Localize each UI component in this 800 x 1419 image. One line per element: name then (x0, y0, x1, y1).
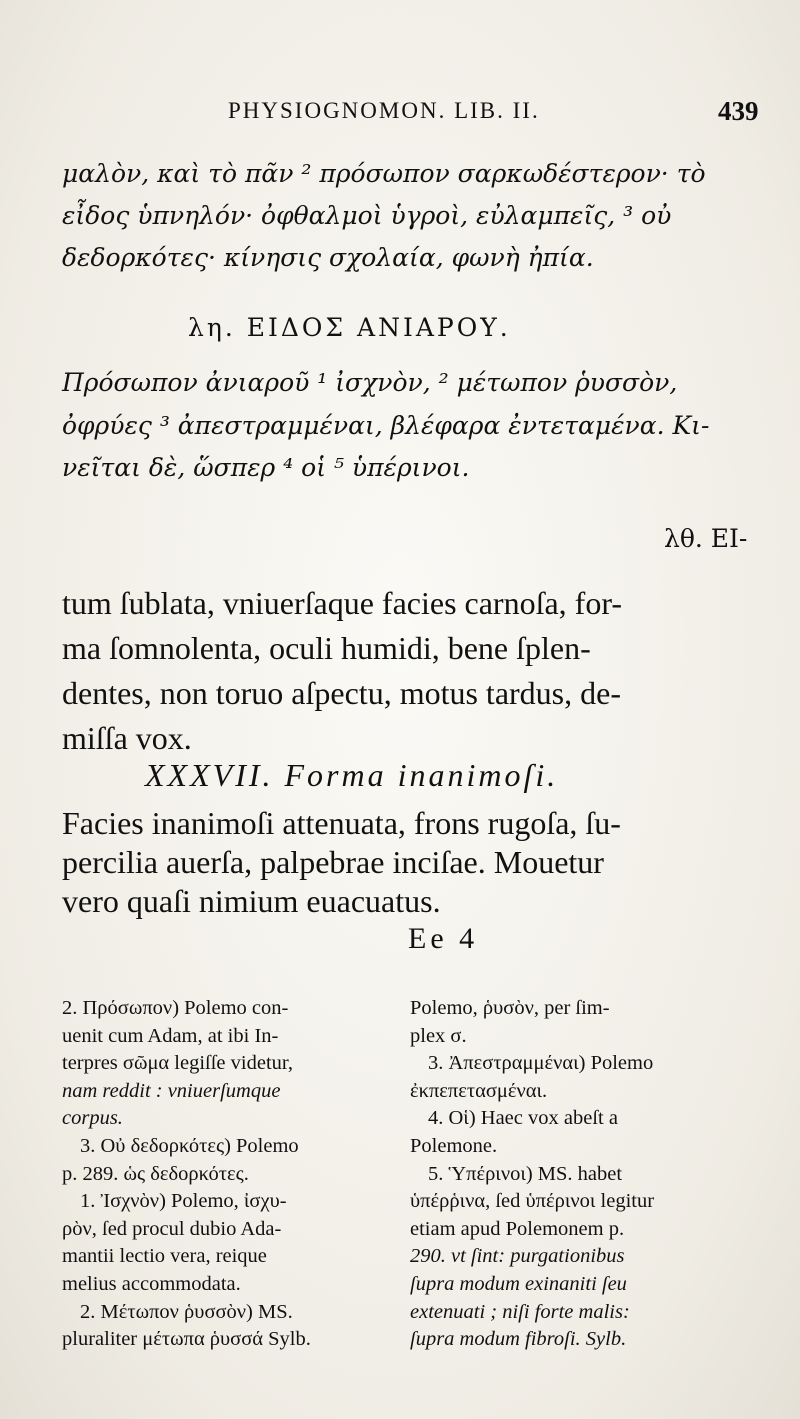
note-line: Polemone. (410, 1134, 498, 1157)
section-title: XXXVII. Forma inanimoſi. (145, 757, 559, 793)
note-line: ὑπέρῥινα, ſed ὑπέρινοι legitur (410, 1190, 655, 1213)
note-line: 2. Πρόσωπον) Polemo con- (62, 997, 289, 1019)
greek-line-1: μαλὸν, καὶ τὸ πᾶν ² πρόσωπον σαρκωδέστερον· τὸ (62, 159, 706, 188)
greek-line-2: εἶδος ὑπνηλόν· ὀφθαλμοὶ ὑγροὶ, εὐλαμπεῖς, ³ οὐ (62, 201, 672, 230)
note-line: nam reddit : vniuerſumque (62, 1079, 281, 1102)
note-line: ſupra modum fibroſi. Sylb. (410, 1328, 627, 1351)
latin-line-4: miſſa vox. (62, 720, 192, 756)
latin-line-1: tum ſublata, vniuerſaque facies carnoſa, for- (62, 585, 622, 621)
running-head: PHYSIOGNOMON. LIB. II. (228, 98, 540, 123)
greek-section-heading: λη. ΕΙΔΟΣ ΑΝΙΑΡΟΥ. (188, 313, 511, 342)
note-line: 290. vt ſint: purgationibus (410, 1245, 625, 1268)
note-line: terpres σῶμα legiſſe videtur, (62, 1052, 294, 1075)
note-line: Polemo, ῥυσὸν, per ſim- (410, 997, 610, 1019)
note-line: pluraliter μέτωπα ῥυσσά Sylb. (62, 1328, 311, 1351)
note-line: 3. Ἀπεστραμμέναι) Polemo (428, 1052, 654, 1075)
note-line: ſupra modum exinaniti ſeu (410, 1272, 627, 1295)
note-line: 3. Οὐ δεδορκότες) Polemo (80, 1134, 299, 1157)
note-line: 1. Ἰσχνὸν) Polemo, ἰσχυ- (80, 1190, 287, 1213)
note-line: p. 289. ὡς δεδορκότες. (62, 1162, 249, 1185)
page-number: 439 (718, 96, 759, 126)
note-line: extenuati ; niſi forte malis: (410, 1300, 630, 1323)
note-line: plex σ. (410, 1024, 467, 1047)
notes-left-column (62, 995, 392, 1354)
greek-catchword: λθ. ΕΙ- (664, 524, 748, 553)
latin-section-line-2: percilia auerſa, palpebrae inciſae. Mouetur (62, 844, 604, 880)
greek-section-line-2: ὀφρύες ³ ἀπεστραμμέναι, βλέφαρα ἐντεταμένα. Κι- (62, 411, 710, 440)
latin-line-2: ma ſomnolenta, oculi humidi, bene ſplen- (62, 630, 591, 666)
latin-section-line-3: vero quaſi nimium euacuatus. (62, 883, 441, 919)
note-line: ἐκπεπετασμέναι. (410, 1079, 548, 1102)
notes-right-column (410, 995, 740, 1354)
latin-section-line-1: Facies inanimoſi attenuata, frons rugoſa, ſu- (62, 805, 621, 841)
note-line: etiam apud Polemonem p. (410, 1217, 625, 1240)
greek-line-3: δεδορκότες· κίνησις σχολαία, φωνὴ ἠπία. (62, 243, 594, 272)
note-line: melius accommodata. (62, 1272, 241, 1295)
greek-section-line-1: Πρόσωπον ἀνιαροῦ ¹ ἰσχνὸν, ² μέτωπον ῥυσσὸν, (62, 368, 678, 397)
signature-mark: Ee 4 (408, 922, 479, 955)
greek-section-line-3: νεῖται δὲ, ὥσπερ ⁴ οἱ ⁵ ὑπέρινοι. (62, 453, 470, 482)
note-line: 2. Μέτωπον ῥυσσὸν) MS. (80, 1300, 293, 1323)
note-line: ρὸν, ſed procul dubio Ada- (62, 1217, 282, 1240)
note-line: 5. Ὑπέρινοι) MS. habet (428, 1162, 623, 1185)
note-line: 4. Οἱ) Haec vox abeſt a (428, 1107, 618, 1130)
note-line: uenit cum Adam, at ibi In- (62, 1024, 279, 1047)
latin-line-3: dentes, non toruo aſpectu, motus tardus, de- (62, 675, 621, 711)
note-line: corpus. (62, 1107, 123, 1130)
note-line: mantii lectio vera, reique (62, 1245, 267, 1268)
